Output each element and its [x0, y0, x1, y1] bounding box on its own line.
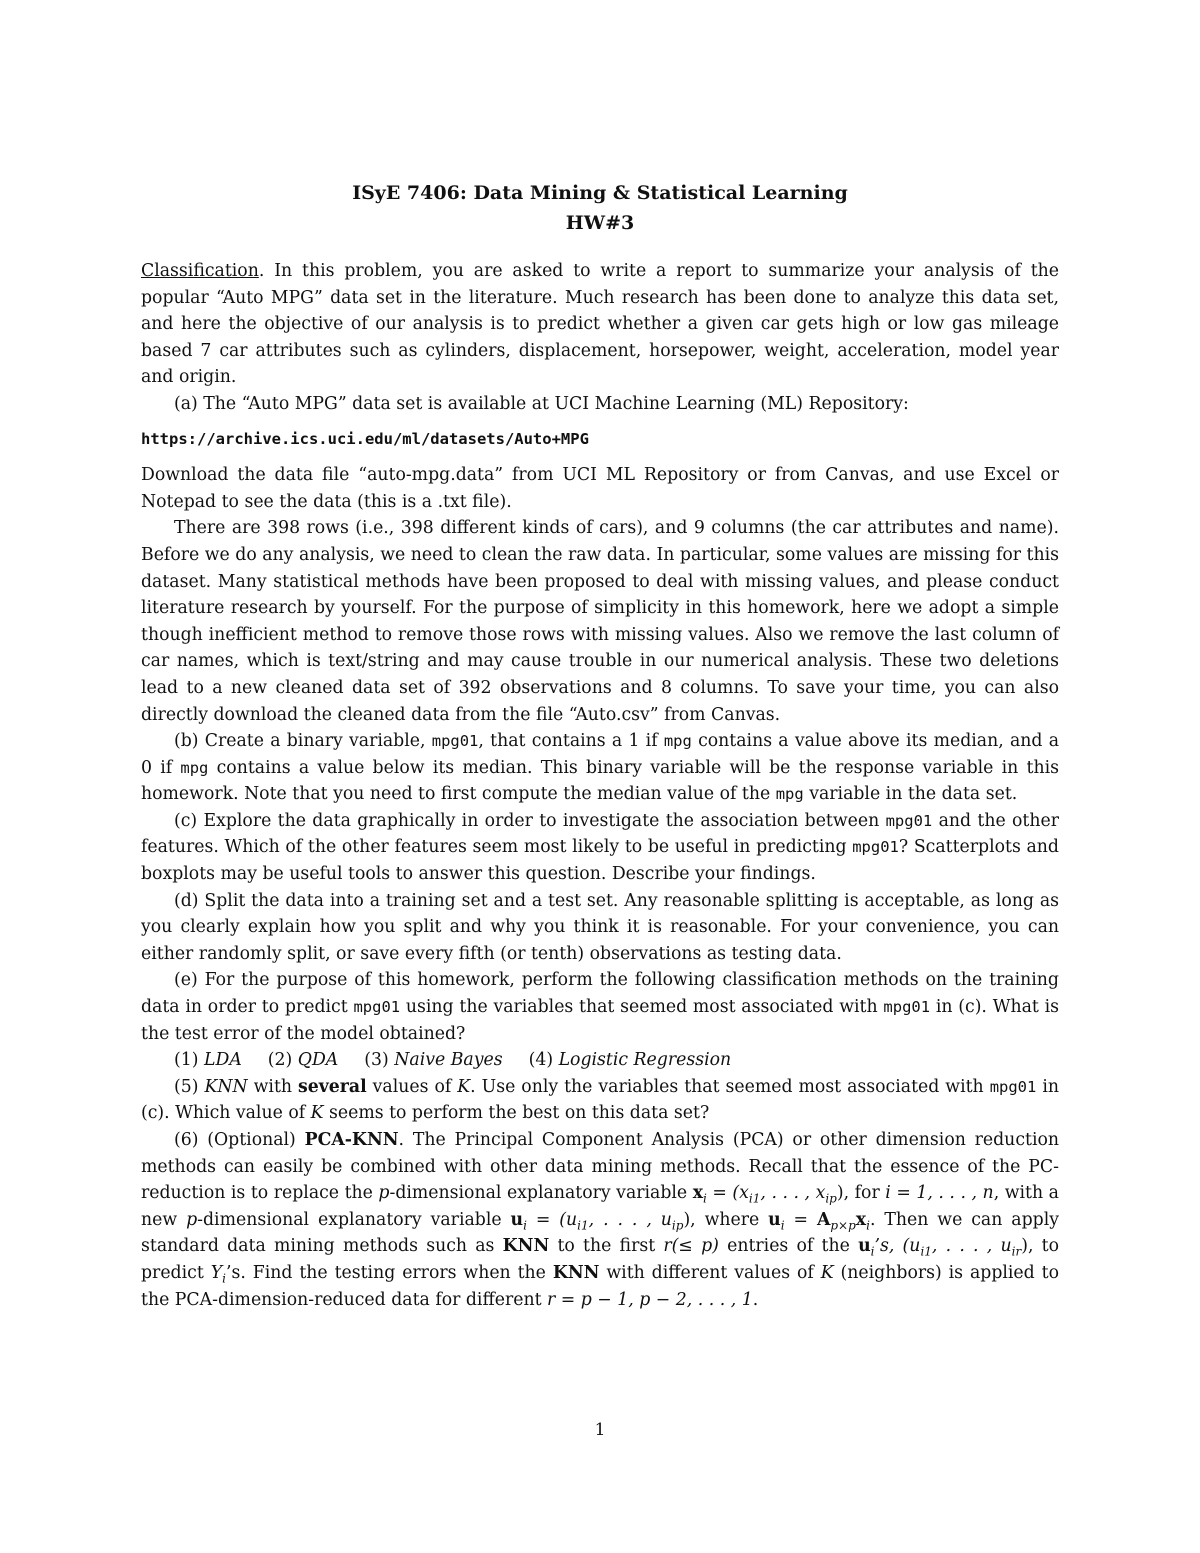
math-expression: , . . . , u	[588, 1209, 672, 1230]
math-subscript: p×p	[830, 1218, 856, 1233]
math-symbol: K	[820, 1262, 834, 1283]
math-subscript: i	[780, 1218, 785, 1233]
text-run: -dimensional explanatory variable	[389, 1183, 693, 1204]
math-symbol: p	[186, 1209, 198, 1230]
text-run: , that contains a 1 if	[478, 731, 664, 752]
text-run: to the first	[549, 1236, 664, 1257]
text-run: . Use only the variables that seemed most associated with	[470, 1076, 990, 1097]
math-expression: r(≤ p)	[663, 1236, 719, 1257]
text-run: ? Scatterplots and boxplots may be useful tools to answer this question. Describe your findings.	[141, 837, 1059, 885]
document-title: ISyE 7406: Data Mining & Statistical Learning	[352, 182, 848, 204]
intro-paragraph	[141, 258, 1059, 391]
text-run: -dimensional explanatory variable	[197, 1209, 511, 1230]
method-number: (3)	[364, 1050, 389, 1071]
math-subscript: i	[703, 1191, 707, 1206]
variable-name: mpg01	[852, 838, 899, 857]
method-naive-bayes: Naive Bayes	[394, 1050, 503, 1071]
variable-name: mpg01	[353, 998, 401, 1017]
method-number: (1)	[174, 1050, 199, 1071]
method-logistic-regression: Logistic Regression	[558, 1050, 732, 1071]
math-symbol: K	[310, 1103, 324, 1124]
variable-name: mpg01	[885, 811, 933, 830]
method-knn-bold: KNN	[502, 1236, 550, 1257]
math-subscript: i	[222, 1271, 226, 1286]
math-symbol: K	[457, 1076, 471, 1097]
math-subscript: ir	[1011, 1244, 1022, 1259]
text-run: and the other features. Which of the other features seem most likely to be useful in predicting	[141, 810, 1059, 858]
text-run: with	[247, 1076, 299, 1097]
math-expression: r = p − 1, p − 2, . . . , 1	[547, 1289, 753, 1310]
text-run: with different values of	[599, 1262, 821, 1283]
variable-name: mpg01	[989, 1077, 1037, 1096]
page-number: 1	[594, 1420, 606, 1440]
emphasis: several	[298, 1076, 367, 1097]
text-run: (6) (Optional)	[174, 1130, 305, 1150]
text-run: in (c). What is the test error of the model obtained?	[141, 997, 1059, 1044]
cleaning-paragraph: There are 398 rows (i.e., 398 different kinds of cars), and 9 columns (the car attributes and name). Before we do any analysis, we need to clean the raw data. In particular, some values are missing for this dataset. Many statistical methods have been proposed to deal with missing values, and please conduct literature research by yourself. For the purpose of simplicity in this homework, here we adopt a simple though inefficient method to remove those rows with missing values. Also we remove the last column of car names, which is text/string and may cause trouble in our numerical analysis. These two deletions lead to a new cleaned data set of 392 observations and 8 columns. To save your time, you can also directly download the cleaned data from the file “Auto.csv” from Canvas.	[141, 518, 1059, 725]
math-symbol: A	[816, 1209, 831, 1230]
math-expression: ’s, (u	[874, 1236, 921, 1257]
math-subscript: i1	[920, 1244, 932, 1259]
method-number: (4)	[528, 1050, 554, 1071]
variable-name: mpg	[180, 758, 209, 777]
math-subscript: i1	[748, 1191, 761, 1206]
text-run: , with a new	[141, 1183, 1059, 1230]
part-a-paragraph: (a) The “Auto MPG” data set is available at UCI Machine Learning (ML) Repository:	[174, 393, 909, 414]
math-symbol: u	[768, 1209, 781, 1230]
math-subscript: i	[523, 1218, 527, 1233]
variable-name: mpg01	[883, 998, 931, 1017]
text-run: (e) For the purpose of this homework, perform the following classification methods on the training data in order to predict	[141, 970, 1059, 1018]
text-run: entries of the	[718, 1236, 859, 1257]
math-subscript: i1	[577, 1218, 589, 1233]
text-run: variable in the data set.	[803, 784, 1018, 805]
math-subscript: i	[870, 1244, 875, 1259]
method-pca-knn: PCA-KNN	[304, 1130, 399, 1150]
variable-name: mpg	[775, 785, 804, 804]
math-expression: i = 1, . . . , n	[885, 1183, 994, 1204]
math-subscript: ip	[671, 1218, 684, 1233]
math-symbol: p	[378, 1183, 390, 1204]
math-symbol: u	[858, 1236, 871, 1257]
knn-paragraph	[141, 1074, 1059, 1127]
math-subscript: ip	[825, 1191, 837, 1206]
math-expression: = (u	[526, 1209, 578, 1230]
part-c-paragraph	[141, 808, 1059, 888]
method-knn-bold: KNN	[552, 1262, 600, 1283]
text-run: contains a value above its median, and a 0 if	[141, 731, 1059, 778]
method-qda: QDA	[297, 1050, 339, 1071]
math-expression: ), where	[683, 1209, 769, 1230]
text-run: (neighbors) is applied to the PCA-dimension-reduced data for different	[141, 1262, 1059, 1310]
text-run: . Then we can apply standard data mining methods such as	[141, 1209, 1060, 1257]
text-run: ’s. Find the testing errors when the	[225, 1262, 553, 1283]
math-expression: =	[784, 1209, 817, 1230]
math-symbol: x	[855, 1209, 867, 1230]
part-e-paragraph	[141, 967, 1059, 1047]
math-symbol: Y	[210, 1262, 223, 1283]
variable-name: mpg01	[431, 732, 479, 751]
method-knn: KNN	[204, 1076, 248, 1097]
text-run: (b) Create a binary variable,	[174, 731, 432, 752]
variable-name: mpg	[663, 732, 692, 751]
part-d-paragraph: (d) Split the data into a training set and a test set. Any reasonable splitting is acceptable, as long as you clearly explain how you split and why you think it is reasonable. For your convenience, you can either randomly split, or save every fifth (or tenth) observations as testing data.	[141, 890, 1059, 964]
text-run: (c) Explore the data graphically in order to investigate the association between	[174, 810, 886, 831]
math-symbol: u	[510, 1209, 524, 1230]
text-run: seems to perform the best on this data set?	[323, 1103, 710, 1124]
part-b-paragraph	[141, 728, 1059, 808]
document-header	[0, 178, 1200, 238]
document-body	[141, 258, 1059, 1313]
text-run: .	[752, 1289, 759, 1310]
math-subscript: i	[866, 1218, 870, 1233]
math-symbol: x	[692, 1183, 704, 1204]
dataset-url[interactable]: https://archive.ics.uci.edu/ml/datasets/Auto+MPG	[141, 429, 589, 448]
math-expression: ), for	[836, 1183, 886, 1204]
text-run: values of	[366, 1076, 458, 1097]
method-number: (2)	[267, 1050, 293, 1071]
text-run: . The Principal Component Analysis (PCA) or other dimension reduction methods can easily be combined with other data mining methods. Recall that the essence of the PC-reduction is to replace the	[141, 1130, 1059, 1204]
math-expression: = (x	[706, 1183, 749, 1204]
section-heading: Classification	[141, 261, 259, 281]
pca-knn-paragraph	[141, 1127, 1059, 1313]
download-paragraph: Download the data file “auto-mpg.data” from UCI ML Repository or from Canvas, and use Excel or Notepad to see the data (this is a .txt file).	[141, 465, 1059, 512]
text-run: using the variables that seemed most associated with	[400, 997, 884, 1018]
methods-list	[141, 1047, 1059, 1074]
dataset-url-paragraph	[141, 426, 1059, 453]
method-lda: LDA	[203, 1050, 242, 1071]
document-subtitle: HW#3	[565, 212, 635, 234]
text-run: in (c). Which value of	[141, 1076, 1060, 1124]
text-run: ), to predict	[141, 1236, 1060, 1283]
intro-text: . In this problem, you are asked to write a report to summarize your analysis of the popular “Auto MPG” data set in the literature. Much research has been done to analyze this data set, and here the objective of our analysis is to predict whether a given car gets high or low gas mileage based 7 car attributes such as cylinders, displacement, horsepower, weight, acceleration, model year and origin.	[141, 261, 1059, 388]
math-expression: , . . . , u	[931, 1236, 1012, 1257]
math-expression: , . . . , x	[760, 1183, 826, 1204]
text-run: contains a value below its median. This binary variable will be the response variable in this homework. Note that you need to first compute the median value of the	[141, 757, 1060, 805]
method-number: (5)	[174, 1076, 199, 1097]
